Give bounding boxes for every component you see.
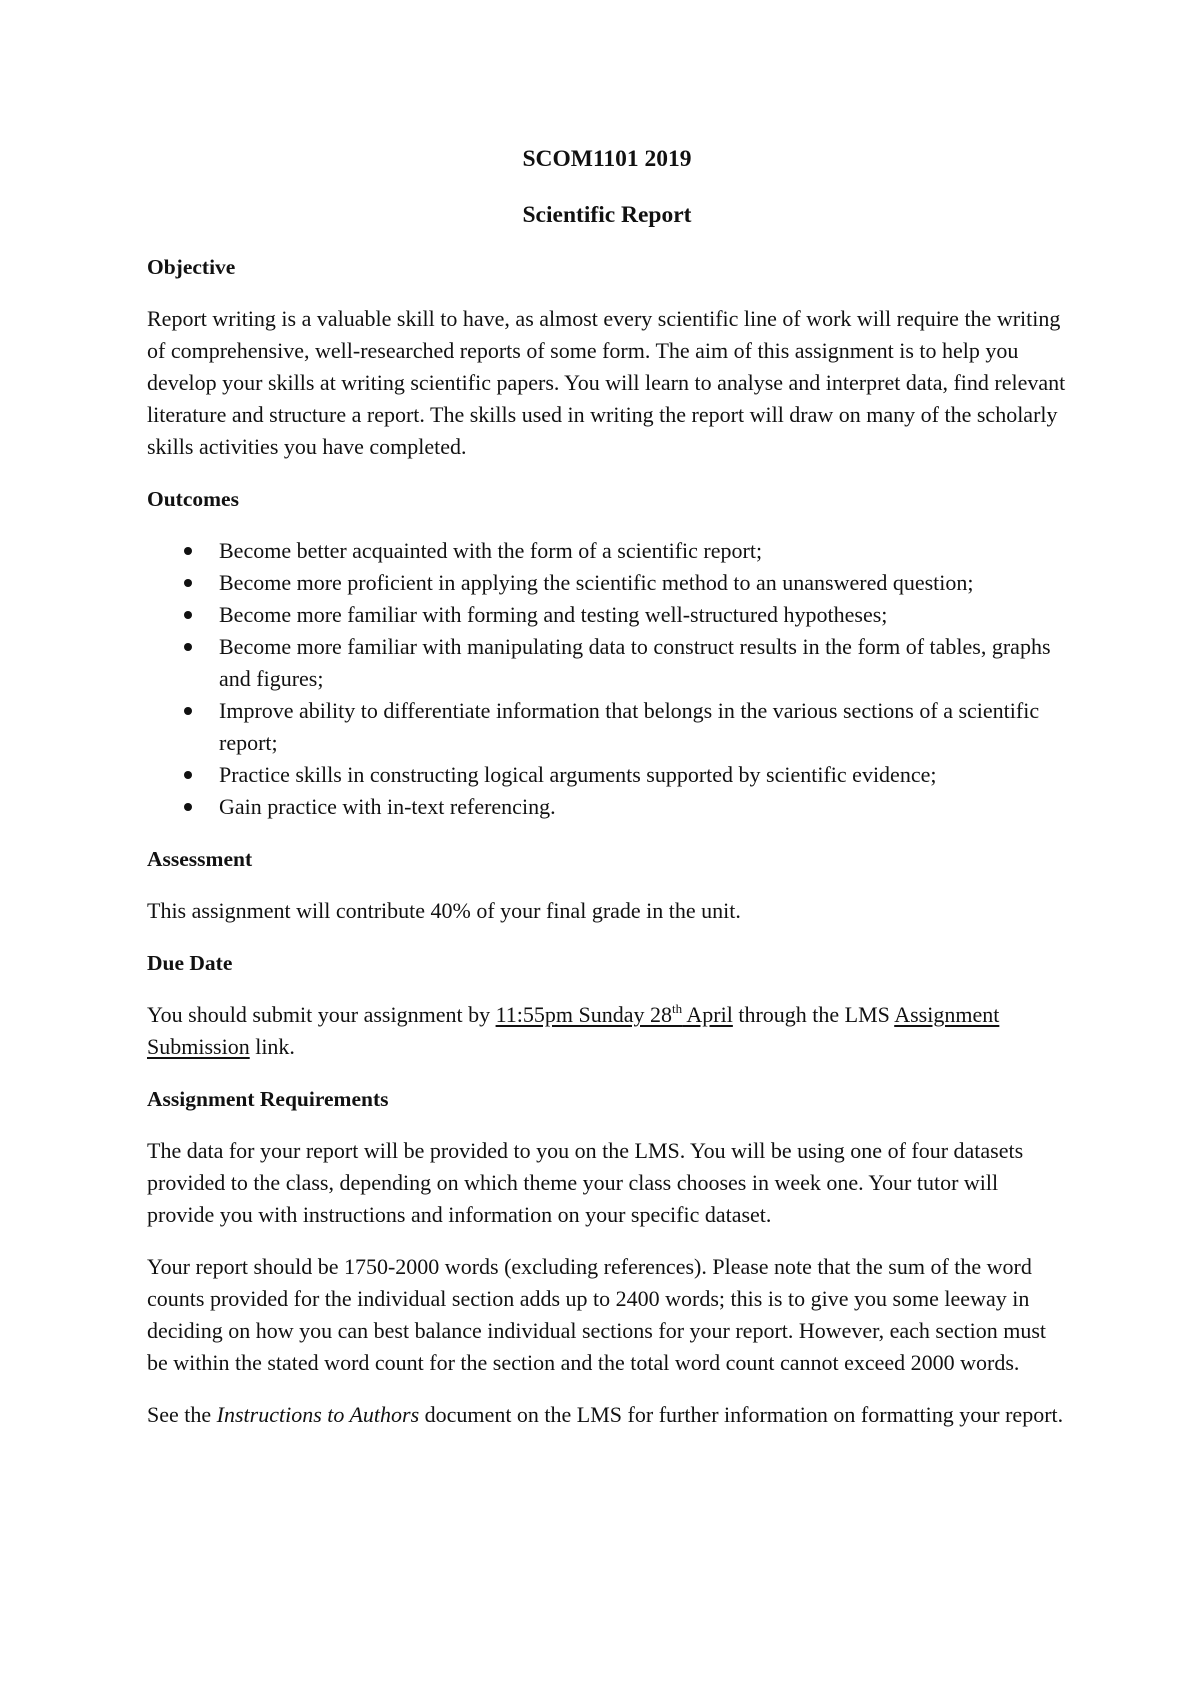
assessment-heading: Assessment — [147, 847, 253, 871]
requirements-heading: Assignment Requirements — [147, 1087, 389, 1111]
list-item — [147, 567, 1067, 599]
due-date-outro: link. — [249, 1034, 295, 1059]
formatting-outro: document on the LMS for further information on formatting your report. — [419, 1402, 1064, 1427]
document-body — [147, 143, 1067, 1431]
list-item-text: Practice skills in constructing logical arguments supported by scientific evidence; — [219, 762, 937, 787]
due-date-heading: Due Date — [147, 951, 233, 975]
bullet-icon — [184, 547, 192, 555]
list-item — [147, 599, 1067, 631]
bullet-icon — [184, 707, 192, 715]
due-date-ordinal: th — [672, 1001, 683, 1016]
due-date-text — [147, 999, 1067, 1063]
due-date-day: 11:55pm Sunday 28 — [495, 1002, 672, 1027]
document-subtitle: Scientific Report — [522, 202, 692, 228]
requirements-paragraph-data: The data for your report will be provided to you on the LMS. You will be using one of four datasets provided to the class, depending on which theme your class chooses in week one. Your tutor will provide you with instructions and information on your specific dataset. — [147, 1138, 1024, 1227]
assessment-text: This assignment will contribute 40% of your final grade in the unit. — [147, 898, 741, 923]
objective-heading: Objective — [147, 255, 236, 279]
document-title: SCOM1101 2019 — [522, 146, 692, 172]
outcomes-heading: Outcomes — [147, 487, 239, 511]
list-item-text: Improve ability to differentiate information that belongs in the various sections of a scientific report; — [219, 698, 1040, 755]
list-item-text: Become more familiar with manipulating data to construct results in the form of tables, graphs and figures; — [219, 634, 1051, 691]
due-date-intro: You should submit your assignment by — [147, 1002, 496, 1027]
bullet-icon — [184, 803, 192, 811]
formatting-intro: See the — [147, 1402, 217, 1427]
list-item-text: Gain practice with in-text referencing. — [219, 794, 556, 819]
list-item-text: Become more familiar with forming and testing well-structured hypotheses; — [219, 602, 888, 627]
list-item — [147, 695, 1067, 759]
bullet-icon — [184, 579, 192, 587]
list-item — [147, 535, 1067, 567]
outcomes-list — [147, 535, 1067, 823]
bullet-icon — [184, 611, 192, 619]
requirements-paragraph-formatting — [147, 1399, 1067, 1431]
list-item — [147, 759, 1067, 791]
assignment-submission-link[interactable]: Assignment Submission — [147, 1002, 1000, 1059]
list-item-text: Become more proficient in applying the scientific method to an unanswered question; — [219, 570, 974, 595]
list-item — [147, 631, 1067, 695]
bullet-icon — [184, 643, 192, 651]
instructions-to-authors-title: Instructions to Authors — [216, 1402, 420, 1427]
list-item-text: Become better acquainted with the form of a scientific report; — [219, 538, 763, 563]
requirements-paragraph-wordcount: Your report should be 1750-2000 words (excluding references). Please note that the sum of the word counts provided for the individual section adds up to 2400 words; this is to give you some leeway in deciding on how you can best balance individual sections for your report. However, each section must be within the stated word count for the section and the total word count cannot exceed 2000 words. — [147, 1254, 1047, 1375]
bullet-icon — [184, 771, 192, 779]
objective-text: Report writing is a valuable skill to have, as almost every scientific line of work will require the writing of comprehensive, well-researched reports of some form. The aim of this assignment is to help you develop your skills at writing scientific papers. You will learn to analyse and interpret data, find relevant literature and structure a report. The skills used in writing the report will draw on many of the scholarly skills activities you have completed. — [147, 306, 1066, 459]
due-date-deadline — [496, 1002, 733, 1027]
due-date-month: April — [682, 1002, 733, 1027]
list-item — [147, 791, 1067, 823]
due-date-middle: through the LMS — [732, 1002, 895, 1027]
